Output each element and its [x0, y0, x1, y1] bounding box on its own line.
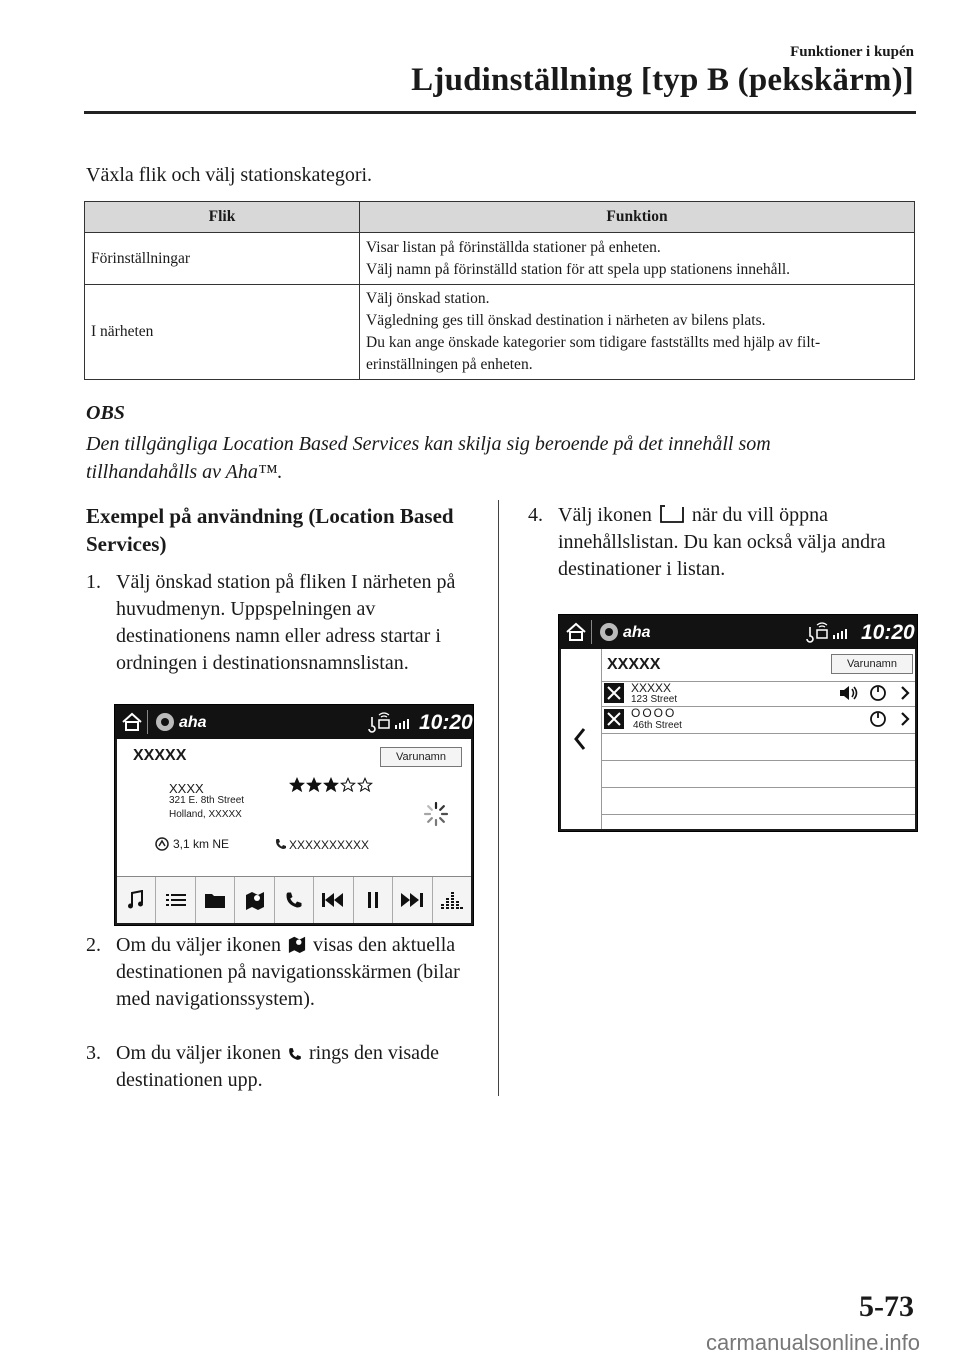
- phone-icon[interactable]: [275, 838, 287, 850]
- table-cell-tab: I närheten: [85, 285, 360, 380]
- direction-icon: [155, 837, 169, 851]
- loading-spinner-icon: [423, 801, 449, 827]
- col-header-tab: Flik: [85, 202, 360, 233]
- column-divider: [498, 500, 499, 1096]
- equalizer-icon: [441, 890, 463, 910]
- folder-icon: [205, 892, 225, 908]
- phone-icon: [285, 891, 303, 909]
- app-name: aha: [179, 714, 207, 731]
- step-text: Välj önskad station på fliken I närheten på huvudmenyn. Uppspelningen av destinationens namn eller adress startar i ordningen i destinationsnamnslistan.: [116, 571, 456, 674]
- next-button[interactable]: [393, 877, 432, 923]
- info-circle-icon[interactable]: [869, 710, 887, 728]
- item-name: OOOO: [631, 706, 677, 720]
- header-rule: [84, 111, 916, 114]
- pause-button[interactable]: [354, 877, 393, 923]
- navigation-button[interactable]: [235, 877, 274, 923]
- function-line: Visar listan på förinställda stationer på enheten.: [366, 238, 661, 256]
- table-header-row: [85, 202, 915, 233]
- step-number: 3.: [86, 1042, 101, 1064]
- chevron-right-icon[interactable]: [899, 685, 911, 701]
- step-text: rings den visade destinationen upp.: [116, 1042, 439, 1091]
- function-line: Välj namn på förinställd station för att spela upp stationens innehåll.: [366, 260, 791, 278]
- status-icons: [365, 711, 413, 735]
- table-cell-tab: Förinställningar: [85, 233, 360, 285]
- app-name: aha: [623, 624, 651, 641]
- chevron-left-icon: [573, 727, 587, 751]
- phone-number: XXXXXXXXXX: [289, 838, 370, 852]
- aha-logo-icon: [155, 712, 175, 732]
- item-name: XXXXX: [631, 681, 672, 695]
- star-rating: [289, 777, 374, 798]
- varunamn-button[interactable]: Varunamn: [831, 654, 913, 674]
- skip-forward-icon: [401, 893, 423, 907]
- watermark-site: carmanualsonline.info: [705, 1330, 920, 1355]
- table-row: [85, 285, 915, 380]
- item-street: 46th Street: [633, 720, 682, 731]
- folder-button[interactable]: [196, 877, 235, 923]
- step-text: Om du väljer ikonen: [116, 934, 281, 956]
- function-line: Du kan ange önskade kategorier som tidigare fastställts med hjälp av filt-: [366, 334, 821, 351]
- map-pin-icon: [245, 890, 265, 910]
- content-list-icon: [659, 504, 685, 524]
- col-header-function: Funktion: [360, 202, 915, 233]
- equalizer-button[interactable]: [433, 877, 471, 923]
- star-empty-icon: [357, 777, 373, 793]
- music-note-icon: [127, 890, 145, 910]
- function-line: Välj önskad station.: [366, 290, 490, 307]
- pause-icon: [367, 892, 379, 908]
- function-line: erinställningen på enheten.: [366, 356, 533, 373]
- state: XXXXX: [208, 809, 242, 820]
- music-button[interactable]: [117, 877, 156, 923]
- step-text: Välj ikonen: [558, 504, 652, 526]
- step-text: när du vill öppna innehållslistan. Du kan också välja andra destinationer i listan.: [558, 504, 886, 580]
- bar-separator: [147, 710, 148, 734]
- info-circle-icon[interactable]: [869, 684, 887, 702]
- skip-back-icon: [322, 893, 344, 907]
- example-heading: Exempel på användning (Location Based Services): [86, 504, 454, 556]
- previous-button[interactable]: [314, 877, 353, 923]
- thumbnail-placeholder-icon: [604, 709, 624, 729]
- map-pin-icon: [288, 934, 306, 954]
- station-name: XXXXX: [607, 656, 661, 673]
- step-number: 4.: [528, 504, 543, 526]
- star-filled-icon: [289, 777, 305, 793]
- city: Holland,: [169, 809, 206, 820]
- table-cell-function: [360, 285, 915, 380]
- function-line: Vägledning ges till önskad destination i närheten av bilens plats.: [366, 312, 766, 329]
- player-toolbar: [117, 876, 471, 923]
- phone-icon: [288, 1046, 302, 1062]
- step-number: 1.: [86, 571, 101, 593]
- list-header-row: [601, 649, 915, 682]
- item-street: 123 Street: [631, 694, 678, 705]
- thumbnail-placeholder-icon: [604, 683, 624, 703]
- list-icon: [166, 892, 186, 908]
- table-cell-function: [360, 233, 915, 285]
- bar-separator: [591, 620, 592, 644]
- step-3: [86, 1040, 476, 1094]
- player-content: [117, 739, 471, 923]
- destination-city: [169, 809, 242, 820]
- table-row: [85, 233, 915, 285]
- step-2: [86, 932, 476, 1013]
- section-label: Funktioner i kupén: [790, 44, 914, 60]
- list-content: [561, 649, 915, 829]
- varunamn-button[interactable]: Varunamn: [380, 747, 462, 767]
- star-filled-icon: [323, 777, 339, 793]
- note-heading: OBS: [86, 402, 125, 424]
- destination-address: 321 E. 8th Street: [169, 795, 245, 806]
- function-table: [84, 201, 915, 380]
- aha-player-screen: [114, 704, 474, 926]
- list-item-empty: [601, 787, 915, 815]
- status-bar: [559, 615, 917, 649]
- intro-text: Växla flik och välj stationskategori.: [86, 164, 373, 186]
- star-filled-icon: [306, 777, 322, 793]
- list-button[interactable]: [156, 877, 195, 923]
- list-item-empty: [601, 733, 915, 761]
- home-icon[interactable]: [565, 622, 587, 642]
- aha-list-screen: [558, 614, 918, 832]
- note-text: Den tillgängliga Location Based Services kan skilja sig beroende på det innehåll som tillhandahålls av Aha™.: [86, 433, 771, 483]
- back-button[interactable]: [561, 649, 602, 829]
- step-4: [528, 502, 918, 583]
- step-text: Om du väljer ikonen: [116, 1042, 281, 1064]
- clock: 10:20: [861, 621, 915, 644]
- chevron-right-icon[interactable]: [899, 711, 911, 727]
- status-bar: [115, 705, 473, 739]
- page-number: 5-73: [859, 1290, 914, 1323]
- speaker-icon: [839, 685, 859, 701]
- destination-name: XXXX: [169, 781, 204, 796]
- step-1: [86, 569, 476, 677]
- home-icon[interactable]: [121, 712, 143, 732]
- star-empty-icon: [340, 777, 356, 793]
- step-number: 2.: [86, 934, 101, 956]
- clock: 10:20: [419, 711, 473, 734]
- status-icons: [803, 621, 851, 645]
- station-name: XXXXX: [133, 747, 187, 764]
- aha-logo-icon: [599, 622, 619, 642]
- list-item[interactable]: [601, 681, 915, 707]
- list-item[interactable]: [601, 706, 915, 734]
- page-title: Ljudinställning [typ B (pekskärm)]: [411, 62, 914, 98]
- step-text: visas den aktuella destinationen på navigationsskärmen (bilar med navigationssystem).: [116, 934, 460, 1010]
- list-item-empty: [601, 760, 915, 788]
- distance: 3,1 km NE: [173, 837, 230, 851]
- call-button[interactable]: [275, 877, 314, 923]
